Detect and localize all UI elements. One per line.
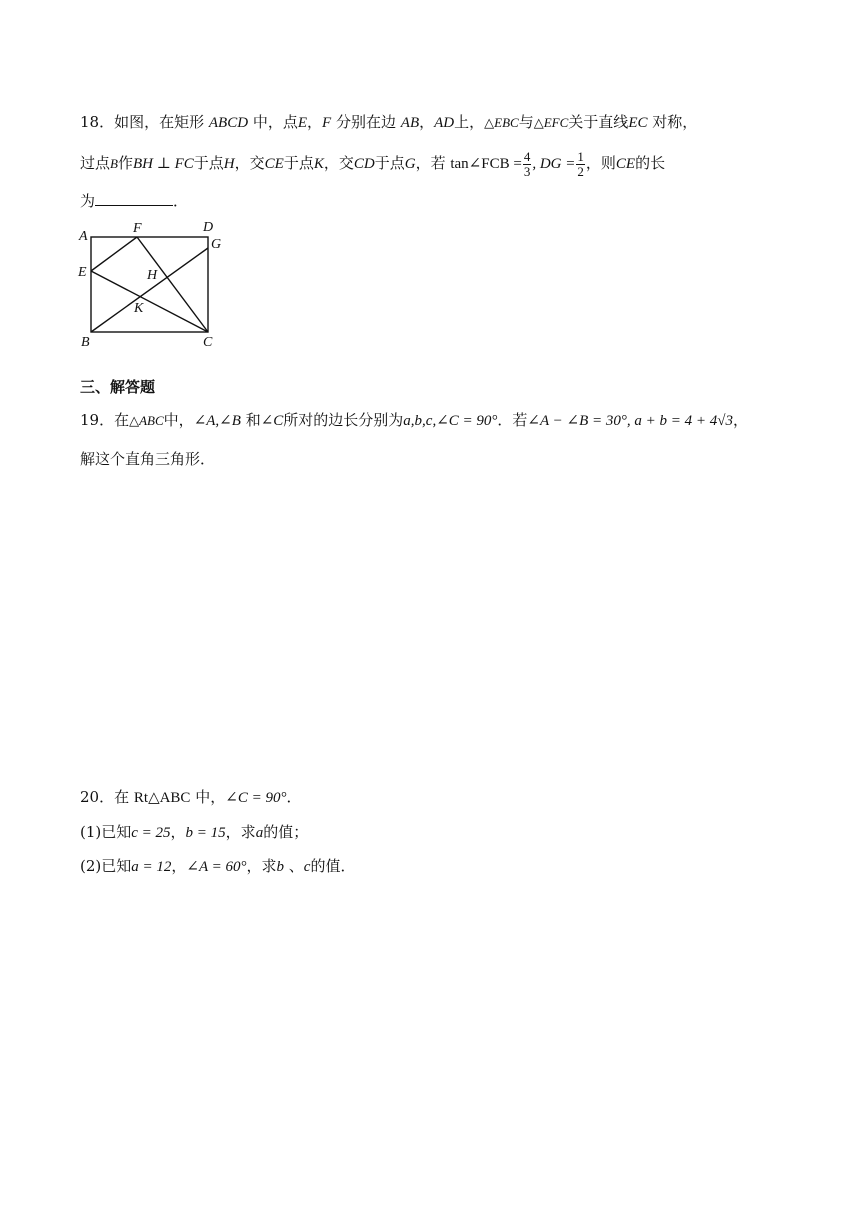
q18-math: K [313, 156, 324, 172]
q18-math: CD [353, 156, 375, 172]
q20-text: 的值． [310, 857, 356, 875]
segment-ef [91, 237, 137, 271]
label-a: A [79, 229, 88, 244]
q20-math: ∠C = 90° [225, 790, 287, 806]
fraction-denominator: 3 [523, 164, 531, 180]
q18-text: ，则 [585, 154, 616, 172]
label-c: C [203, 335, 213, 350]
q20-math: ∠A = 60° [186, 859, 247, 875]
q20-text: 在 [114, 788, 130, 806]
label-k: K [134, 301, 144, 316]
q19-math: ∠A − ∠B = 30°, a + b = 4 + 4√3 [527, 413, 733, 429]
q20-part-1 [80, 822, 308, 843]
q20-text: ，求 [246, 857, 277, 875]
q18-text: ，交 [234, 154, 265, 172]
fraction-numerator: 4 [523, 149, 531, 165]
tan-expression [450, 149, 586, 180]
q18-text: 上， [454, 113, 485, 131]
q18-math: H [223, 156, 235, 172]
q20-math: a [255, 825, 264, 841]
q18-math: ABCD [208, 115, 249, 131]
q19-math: △ABC [129, 413, 164, 428]
fraction-denominator: 2 [577, 164, 584, 180]
q18-text: ， [307, 113, 323, 131]
q18-text: 于点 [374, 154, 405, 172]
q18-text: 关于直线 [568, 113, 629, 131]
q18-math: F [322, 115, 332, 131]
q18-text: 分别在边 [336, 113, 397, 131]
q18-text: 如图，在矩形 [114, 113, 205, 131]
q19-math: a,b,c,∠C = 90° [403, 413, 498, 429]
q18-text: ． [173, 192, 189, 210]
answer-blank[interactable] [95, 191, 173, 206]
fraction-4-3 [523, 150, 532, 179]
q20-math: c [303, 859, 311, 875]
q18-line-3 [80, 191, 188, 211]
q20-text: ， [170, 823, 186, 841]
q18-text: 过点 [80, 154, 111, 172]
q18-math: B [110, 156, 118, 171]
q20-math: b = 15 [185, 825, 226, 841]
q19-text: 和 [245, 411, 261, 429]
q18-text: ， [419, 113, 435, 131]
q19-text: ．若 [497, 411, 528, 429]
q18-text: 对称， [652, 113, 698, 131]
q20-line-1 [80, 787, 301, 808]
q19-line-2: 解这个直角三角形． [80, 450, 216, 468]
q18-math: G [404, 156, 416, 172]
q18-number: 18． [80, 113, 115, 131]
rectangle-abcd [91, 237, 208, 332]
q20-text: 、 [288, 857, 304, 875]
q20-math: c = 25 [131, 825, 171, 841]
q20-text: 的值； [263, 823, 309, 841]
q18-line-1 [80, 112, 697, 133]
label-g: G [211, 237, 222, 252]
q20-text: ． [286, 788, 302, 806]
q18-text: 中，点 [252, 113, 298, 131]
q19-text: 在 [114, 411, 130, 429]
label-f: F [133, 221, 142, 236]
q18-math: , DG = [532, 156, 576, 172]
q20-part-2 [80, 856, 355, 877]
q18-text: 与 [518, 113, 534, 131]
q18-line-2 [80, 148, 665, 179]
q18-math: AD [434, 115, 455, 131]
q19-number: 19． [80, 411, 115, 429]
q20-text: (1)已知 [80, 823, 132, 841]
q19-line-1 [80, 410, 748, 431]
label-h: H [147, 268, 158, 283]
q20-math: a = 12 [131, 859, 172, 875]
q18-math: △EBC [484, 115, 519, 130]
label-b: B [81, 335, 90, 350]
q18-math: AB [400, 115, 420, 131]
label-d: D [203, 220, 214, 235]
q18-math: CE [264, 156, 284, 172]
q18-text: 于点 [193, 154, 224, 172]
q20-text: ，求 [225, 823, 256, 841]
q18-text: ，若 [415, 154, 446, 172]
q18-math: △EFC [533, 115, 569, 130]
q18-math: CE [615, 156, 636, 172]
q20-math: b [276, 859, 284, 875]
q18-math: E [297, 115, 308, 131]
q19-text: ， [732, 411, 748, 429]
q20-number: 20． [80, 788, 115, 806]
fraction-1-2 [576, 150, 585, 179]
q18-text: 于点 [283, 154, 314, 172]
q18-math: EC [628, 115, 648, 131]
q18-math: tan∠FCB = [450, 156, 522, 172]
q18-text: 为 [80, 192, 96, 210]
q18-text: 作 [117, 154, 133, 172]
q18-math: BH ⊥ FC [132, 156, 194, 172]
q19-math: ∠C [260, 413, 284, 429]
q20-text: ， [171, 857, 187, 875]
q18-text: ，交 [323, 154, 354, 172]
q19-text: 所对的边长分别为 [283, 411, 404, 429]
segment-fc [137, 237, 208, 332]
rectangle-figure [74, 216, 234, 352]
q18-text: 的长 [635, 154, 666, 172]
section-heading: 三、解答题 [80, 378, 156, 396]
segment-bg [91, 248, 208, 332]
q20-text: (2)已知 [80, 857, 132, 875]
q19-text: 中， [163, 411, 194, 429]
q20-math: Rt△ABC [133, 790, 191, 806]
q19-math: ∠A,∠B [193, 413, 241, 429]
q20-text: 中， [195, 788, 226, 806]
fraction-numerator: 1 [577, 149, 584, 165]
label-e: E [78, 265, 87, 280]
